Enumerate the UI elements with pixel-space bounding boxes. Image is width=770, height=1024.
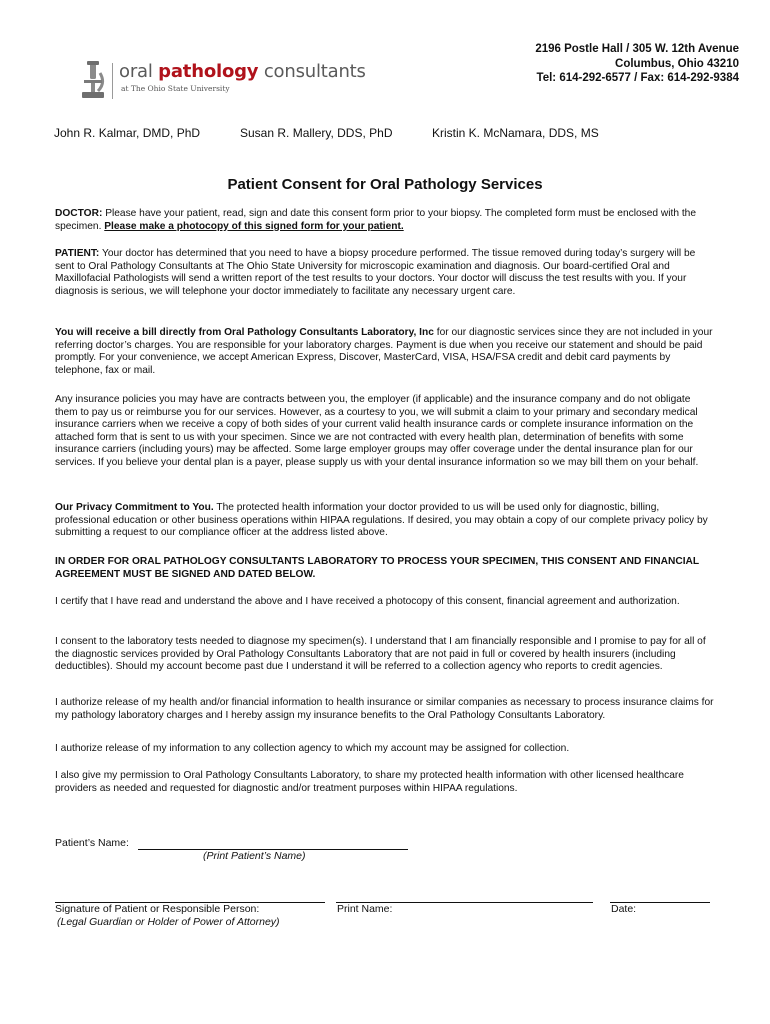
certify-paragraph: I certify that I have read and understand the above and I have received a photocopy of this consent, financial agreement and authorization. xyxy=(55,596,680,607)
address-city: Columbus, Ohio 43210 xyxy=(615,57,739,70)
patient-name-label: Patient’s Name: xyxy=(55,837,129,849)
logo-wordmark xyxy=(119,61,366,82)
authorize-insurance-paragraph: I authorize release of my health and/or financial information to health insurance or similar companies as necessary to process insurance claims for my pathology laboratory charges and I hereby assign my insurance benefits to the Oral Pathology Consultants Laboratory. xyxy=(55,697,714,721)
logo-subtitle: at The Ohio State University xyxy=(121,84,230,93)
doctor-text: Please have your patient, read, sign and date this consent form prior to your biopsy. The completed form must be enclosed with the specimen. xyxy=(55,208,697,232)
consent-paragraph: I consent to the laboratory tests needed to diagnose my specimen(s). I understand that I am financially responsible and I promise to pay for all of the diagnostic services provided by Oral Pathology Consultants Laboratory that are not paid in full or covered by health insurers (including deductibles). Should my account become past due I understand it will be referred to a collection agency who reports to credit agencies. xyxy=(55,636,706,673)
microscope-icon xyxy=(80,61,106,99)
billing-text: for our diagnostic services since they are not included in your referring doctor’s charges. You are responsible for your laboratory charges. Payment is due when you receive our statement and should be paid promptly. For your convenience, we accept American Express, Discover, MasterCard, VISA, HSA/FSA credit and debit card payments by telephone, fax or mail. xyxy=(55,327,713,376)
guardian-note: (Legal Guardian or Holder of Power of Attorney) xyxy=(57,916,280,928)
page-title: Patient Consent for Oral Pathology Services xyxy=(227,176,543,193)
signature-label: Signature of Patient or Responsible Person: xyxy=(55,903,260,915)
permission-paragraph: I also give my permission to Oral Pathology Consultants Laboratory, to share my protected health information with other licensed healthcare providers as needed and requested for diagnostic and/or treatment purposes within HIPAA regulations. xyxy=(55,770,684,794)
billing-paragraph xyxy=(55,327,715,377)
address-block xyxy=(535,42,739,86)
address-phone-fax: Tel: 614-292-6577 / Fax: 614-292-9384 xyxy=(536,72,739,84)
doctor-paragraph xyxy=(55,208,715,233)
order-notice: IN ORDER FOR ORAL PATHOLOGY CONSULTANTS LABORATORY TO PROCESS YOUR SPECIMEN, THIS CONSENT AND FINANCIAL AGREEMENT MUST BE SIGNED AND DATED BELOW. xyxy=(55,556,699,580)
authorize-collection-paragraph: I authorize release of my information to any collection agency to which my account may be assigned for collection. xyxy=(55,743,570,754)
privacy-paragraph xyxy=(55,502,715,540)
logo-word-consultants: consultants xyxy=(258,61,366,82)
photocopy-instruction: Please make a photocopy of this signed form for your patient. xyxy=(104,220,404,232)
billing-bold: You will receive a bill directly from Oral Pathology Consultants Laboratory, Inc xyxy=(55,327,434,338)
logo xyxy=(80,61,366,101)
doctor-name: Susan R. Mallery, DDS, PhD xyxy=(240,126,393,140)
doctor-name: John R. Kalmar, DMD, PhD xyxy=(54,126,201,140)
address-line: 2196 Postle Hall / 305 W. 12th Avenue xyxy=(535,43,739,55)
patient-label: PATIENT: xyxy=(55,248,100,259)
date-label: Date: xyxy=(611,903,637,915)
logo-word-pathology: pathology xyxy=(158,61,259,82)
doctor-name: Kristin K. McNamara, DDS, MS xyxy=(432,126,599,140)
insurance-paragraph: Any insurance policies you may have are contracts between you, the employer (if applicable) and the insurance company and do not obligate them to pay us or reimburse you for our services. However, as a courtesy to you, we will submit a claim to your primary and secondary medical insurance carriers when we receive a copy of both sides of your current valid health insurance cards or complete insurance information on the attached form that is sent to us with your specimen. Since we are not contracted with every health plan, determination of benefits with some insurance carriers (including yours) may be affected. Some large employer groups may offer coverage under the dental insurance plan for our services. If you believe your dental plan is a payer, please supply us with your dental insurance information so we may bill them on your behalf. xyxy=(55,394,699,468)
print-name-label: Print Name: xyxy=(337,903,393,915)
privacy-text: The protected health information your doctor provided to us will be used only for diagnostic, billing, professional education or other business operations within HIPAA regulations. If desired, you may obtain a copy of our complete privacy policy by submitting a request to our compliance officer at the address listed above. xyxy=(55,502,708,539)
logo-divider xyxy=(112,63,113,99)
patient-text: Your doctor has determined that you need to have a biopsy procedure performed. The tissue removed during today’s surgery will be sent to Oral Pathology Consultants at The Ohio State University for microscopic examination and diagnosis. Our board-certified Oral and Maxillofacial Pathologists will send a written report of the test results to your doctors. Your doctor will discuss the test results with you. If your diagnosis is serious, we will telephone your doctor immediately to facilitate any necessary urgent care. xyxy=(55,248,696,297)
patient-paragraph xyxy=(55,248,715,298)
logo-word-oral: oral xyxy=(119,61,159,82)
print-patient-name-caption: (Print Patient’s Name) xyxy=(203,850,306,862)
doctor-label: DOCTOR: xyxy=(55,208,103,219)
privacy-bold: Our Privacy Commitment to You. xyxy=(55,502,214,513)
